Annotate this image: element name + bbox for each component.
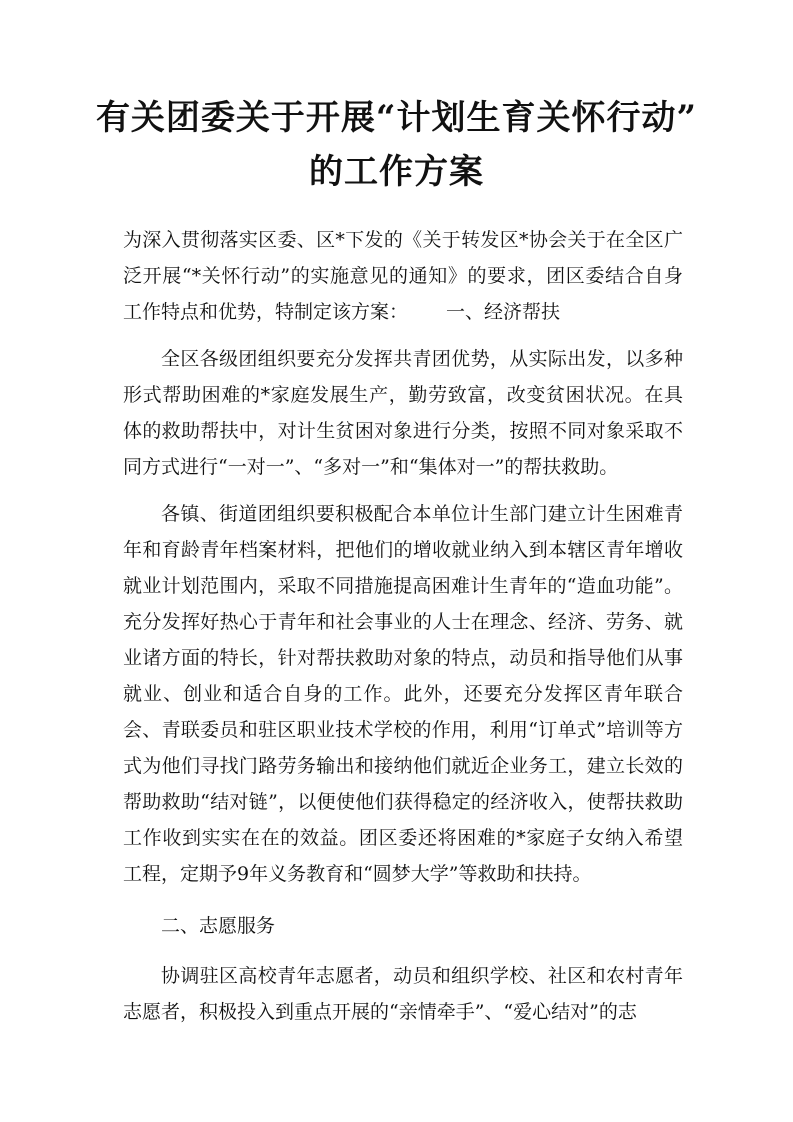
section-heading-volunteer-service: 二、志愿服务: [161, 915, 276, 937]
intro-paragraph: [123, 222, 683, 330]
paragraph-economic-aid-2: 各镇、街道团组织要积极配合本单位计生部门建立计生困难青年和育龄青年档案材料，把他们的增收就业纳入到本辖区青年增收就业计划范围内，采取不同措施提高困难计生青年的“造血功能”。充分发挥好热心于青年和社会事业的人士在理念、经济、劳务、就业诸方面的特长，针对帮扶救助对象的特点，动员和指导他们从事就业、创业和适合自身的工作。此外，还要充分发挥区青年联合会、青联委员和驻区职业技术学校的作用，利用“订单式”培训等方式为他们寻找门路劳务输出和接纳他们就近企业务工，建立长效的帮助救助“结对链”，以便使他们获得稳定的经济收入，使帮扶救助工作收到实实在在的效益。团区委还将困难的*家庭子女纳入希望工程，定期予9年义务教育和“圆梦大学”等救助和扶持。: [123, 503, 683, 885]
document-title-line-2: 的工作方案: [309, 152, 484, 192]
paragraph-economic-aid-1: 全区各级团组织要充分发挥共青团优势，从实际出发，以多种形式帮助困难的*家庭发展生产，勤劳致富，改变贫困状况。在具体的救助帮扶中，对计生贫困对象进行分类，按照不同对象采取不同方式进行“一对一”、“多对一”和“集体对一”的帮扶救助。: [123, 348, 683, 478]
intro-text: 为深入贯彻落实区委、区*下发的《关于转发区*协会关于在全区广泛开展“*关怀行动”的实施意见的通知》的要求，团区委结合自身工作特点和优势，特制定该方案：: [123, 229, 683, 323]
section-heading-economic-aid: 一、经济帮扶: [446, 301, 561, 323]
document-title-line-1: 有关团委关于开展“计划生育关怀行动”: [95, 98, 698, 138]
paragraph-volunteer-service: 协调驻区高校青年志愿者，动员和组织学校、社区和农村青年志愿者，积极投入到重点开展的“亲情牵手”、“爱心结对”的志: [123, 965, 683, 1023]
